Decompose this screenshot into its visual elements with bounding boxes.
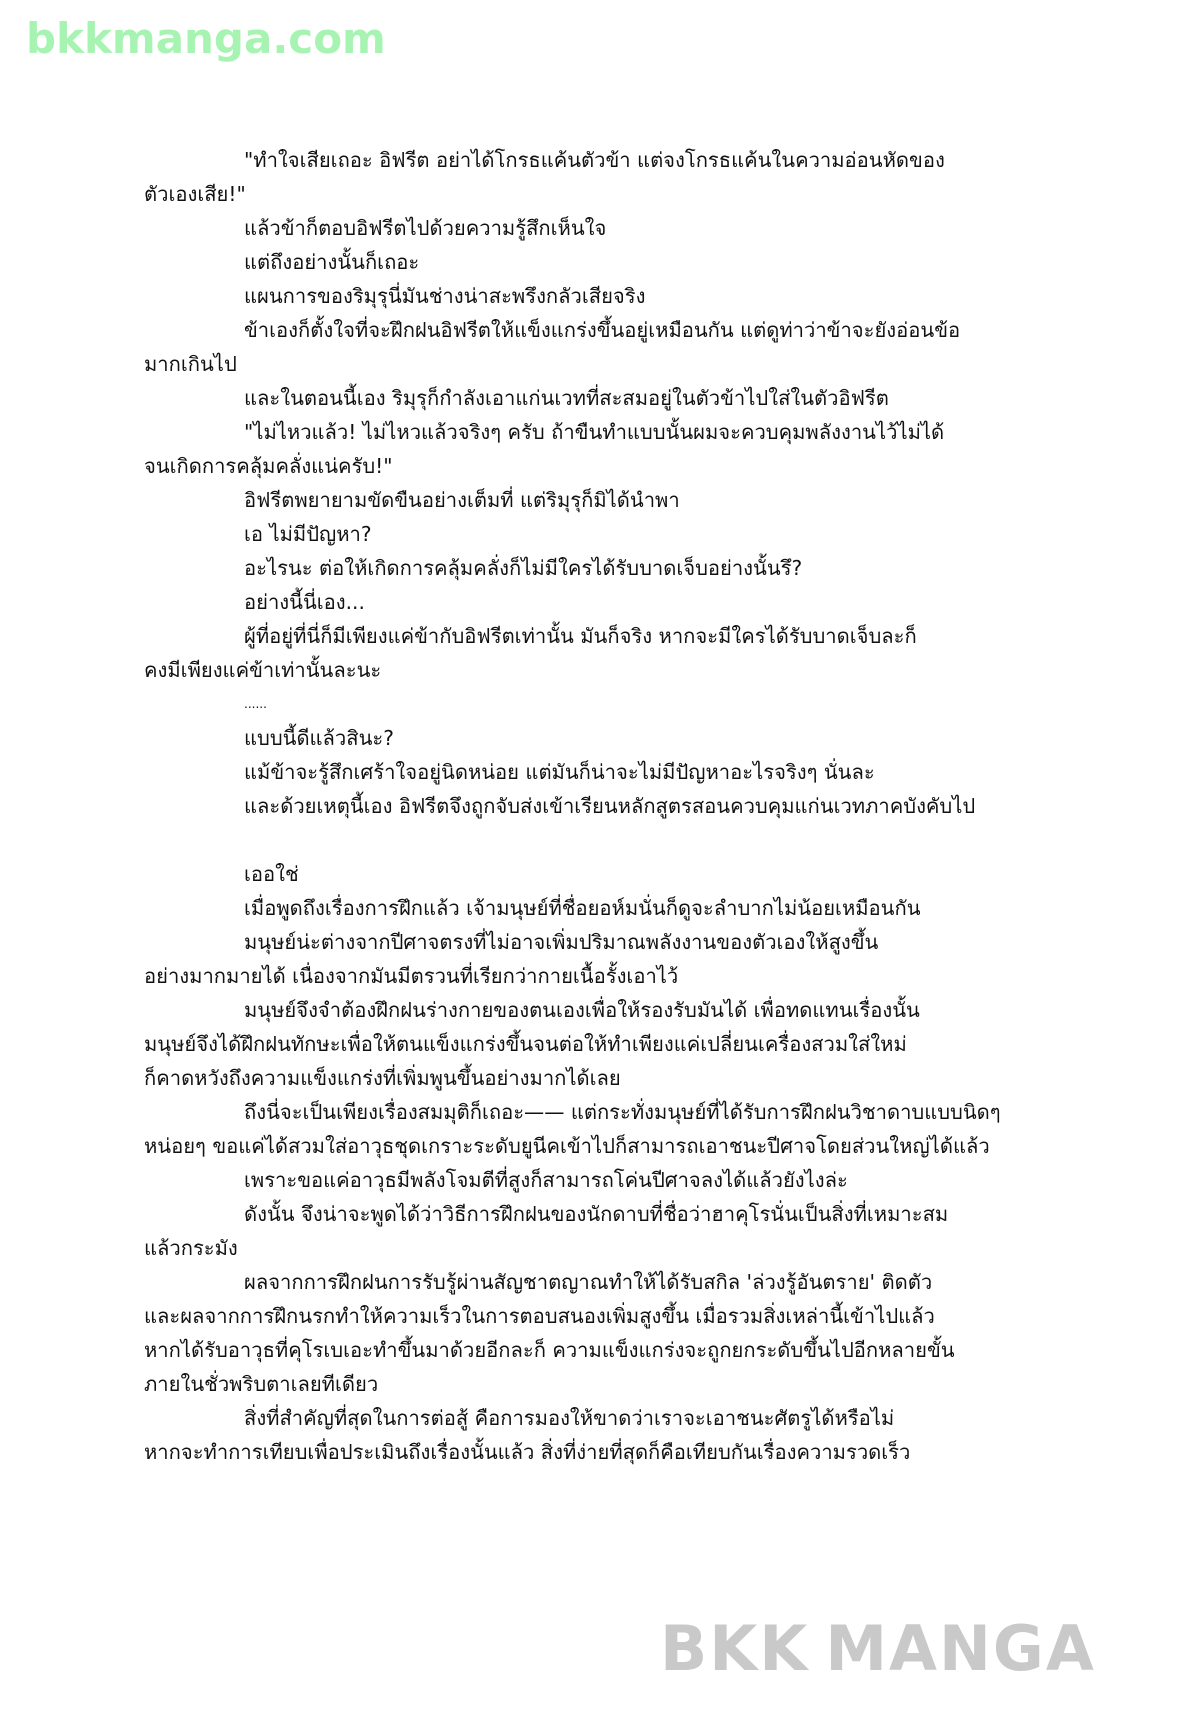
paragraph-line: แล้วกระมัง — [144, 1236, 238, 1260]
paragraph-line: มากเกินไป — [144, 352, 237, 376]
paragraph-line: มนุษย์จึงจำต้องฝึกฝนร่างกายของตนเองเพื่อให้รองรับมันได้ เพื่อทดแทนเรื่องนั้น — [244, 998, 920, 1022]
paragraph-line: หากได้รับอาวุธที่คุโรเบเอะทำขึ้นมาด้วยอีกละก็ ความแข็งแกร่งจะถูกยกระดับขึ้นไปอีกหลายขั้น — [144, 1338, 955, 1362]
paragraph-line: ดังนั้น จึงน่าจะพูดได้ว่าวิธีการฝึกฝนของนักดาบที่ชื่อว่าฮาคุโรนั่นเป็นสิ่งที่เหมาะสม — [244, 1202, 949, 1226]
paragraph-line: และผลจากการฝึกนรกทำให้ความเร็วในการตอบสนองเพิ่มสูงขึ้น เมื่อรวมสิ่งเหล่านี้เข้าไปแล้ว — [144, 1304, 935, 1328]
paragraph-line: ข้าเองก็ตั้งใจที่จะฝึกฝนอิฟรีตให้แข็งแกร่งขึ้นอยู่เหมือนกัน แต่ดูท่าว่าข้าจะยังอ่อนข้อ — [244, 318, 961, 342]
paragraph-line: ภายในชั่วพริบตาเลยทีเดียว — [144, 1372, 379, 1396]
site-logo — [660, 1598, 1096, 1698]
paragraph-line: แม้ข้าจะรู้สึกเศร้าใจอยู่นิดหน่อย แต่มันก็น่าจะไม่มีปัญหาอะไรจริงๆ นั่นละ — [244, 760, 875, 784]
paragraph-line: ก็คาดหวังถึงความแข็งแกร่งที่เพิ่มพูนขึ้นอย่างมากได้เลย — [144, 1066, 621, 1090]
paragraph-line: "ไม่ไหวแล้ว! ไม่ไหวแล้วจริงๆ ครับ ถ้าขืนทำแบบนั้นผมจะควบคุมพลังงานไว้ไม่ได้ — [244, 420, 945, 444]
paragraph-line: และด้วยเหตุนี้เอง อิฟรีตจึงถูกจับส่งเข้าเรียนหลักสูตรสอนควบคุมแก่นเวทภาคบังคับไป — [244, 794, 976, 818]
paragraph-line: ถึงนี่จะเป็นเพียงเรื่องสมมุติก็เถอะ—— แต่กระทั่งมนุษย์ที่ได้รับการฝึกฝนวิชาดาบแบบนิดๆ — [244, 1100, 1001, 1124]
paragraph-line: อิฟรีตพยายามขัดขืนอย่างเต็มที่ แต่ริมุรุก็มิได้นำพา — [244, 488, 680, 512]
paragraph-line: อะไรนะ ต่อให้เกิดการคลุ้มคลั่งก็ไม่มีใครได้รับบาดเจ็บอย่างนั้นรึ? — [244, 556, 803, 580]
watermark-site-url: bkkmanga.com — [26, 14, 386, 63]
paragraph-line: ผลจากการฝึกฝนการรับรู้ผ่านสัญชาตญาณทำให้ได้รับสกิล 'ล่วงรู้อันตราย' ติดตัว — [244, 1270, 933, 1294]
paragraph-line: หน่อยๆ ขอแค่ได้สวมใส่อาวุธชุดเกราะระดับยูนีคเข้าไปก็สามารถเอาชนะปีศาจโดยส่วนใหญ่ได้แล้ว — [144, 1134, 990, 1158]
paragraph-line: จนเกิดการคลุ้มคลั่งแน่ครับ!" — [144, 454, 393, 478]
paragraph-line: หากจะทำการเทียบเพื่อประเมินถึงเรื่องนั้นแล้ว สิ่งที่ง่ายที่สุดก็คือเทียบกันเรื่องความรวดเร็ว — [144, 1440, 911, 1464]
paragraph-line: สิ่งที่สำคัญที่สุดในการต่อสู้ คือการมองให้ขาดว่าเราจะเอาชนะศัตรูได้หรือไม่ — [244, 1406, 895, 1430]
paragraph-line: เออใช่ — [244, 862, 299, 886]
paragraph-line: เอ ไม่มีปัญหา? — [244, 522, 372, 546]
paragraph-line: และในตอนนี้เอง ริมุรุก็กำลังเอาแก่นเวทที่สะสมอยู่ในตัวข้าไปใส่ในตัวอิฟรีต — [244, 386, 889, 410]
paragraph-line: แบบนี้ดีแล้วสินะ? — [244, 726, 394, 750]
paragraph-line: ผู้ที่อยู่ที่นี่ก็มีเพียงแค่ข้ากับอิฟรีตเท่านั้น มันก็จริง หากจะมีใครได้รับบาดเจ็บละก็ — [244, 624, 917, 648]
logo-text-right: MANGA — [825, 1611, 1096, 1685]
paragraph-line: มนุษย์จึงได้ฝึกฝนทักษะเพื่อให้ตนแข็งแกร่งขึ้นจนต่อให้ทำเพียงแค่เปลี่ยนเครื่องสวมใส่ใหม่ — [144, 1032, 907, 1056]
paragraph-line: เมื่อพูดถึงเรื่องการฝึกแล้ว เจ้ามนุษย์ที่ชื่อยอห์มนั่นก็ดูจะลำบากไม่น้อยเหมือนกัน — [244, 896, 921, 920]
paragraph-line: อย่างนี้นี่เอง... — [244, 590, 365, 614]
blank-line — [144, 823, 1064, 857]
paragraph-line: แต่ถึงอย่างนั้นก็เถอะ — [244, 250, 420, 274]
paragraph-line: ตัวเองเสีย!" — [144, 182, 246, 206]
novel-page-text — [144, 143, 1064, 1469]
paragraph-line: มนุษย์น่ะต่างจากปีศาจตรงที่ไม่อาจเพิ่มปริมาณพลังงานของตัวเองให้สูงขึ้น — [244, 930, 879, 954]
paragraph-line: แล้วข้าก็ตอบอิฟรีตไปด้วยความรู้สึกเห็นใจ — [244, 216, 607, 240]
logo-text-left: BKK — [660, 1611, 810, 1685]
paragraph-line: คงมีเพียงแค่ข้าเท่านั้นละนะ — [144, 658, 382, 682]
paragraph-line: อย่างมากมายได้ เนื่องจากมันมีตรวนที่เรียกว่ากายเนื้อรั้งเอาไว้ — [144, 964, 679, 988]
paragraph-line: "ทำใจเสียเถอะ อิฟรีต อย่าได้โกรธแค้นตัวข้า แต่จงโกรธแค้นในความอ่อนหัดของ — [244, 148, 945, 172]
paragraph-line: เพราะขอแค่อาวุธมีพลังโจมตีที่สูงก็สามารถโค่นปีศาจลงได้แล้วยังไงล่ะ — [244, 1168, 848, 1192]
paragraph-line: ...... — [244, 697, 267, 711]
paragraph-line: แผนการของริมุรุนี่มันช่างน่าสะพรึงกลัวเสียจริง — [244, 284, 646, 308]
